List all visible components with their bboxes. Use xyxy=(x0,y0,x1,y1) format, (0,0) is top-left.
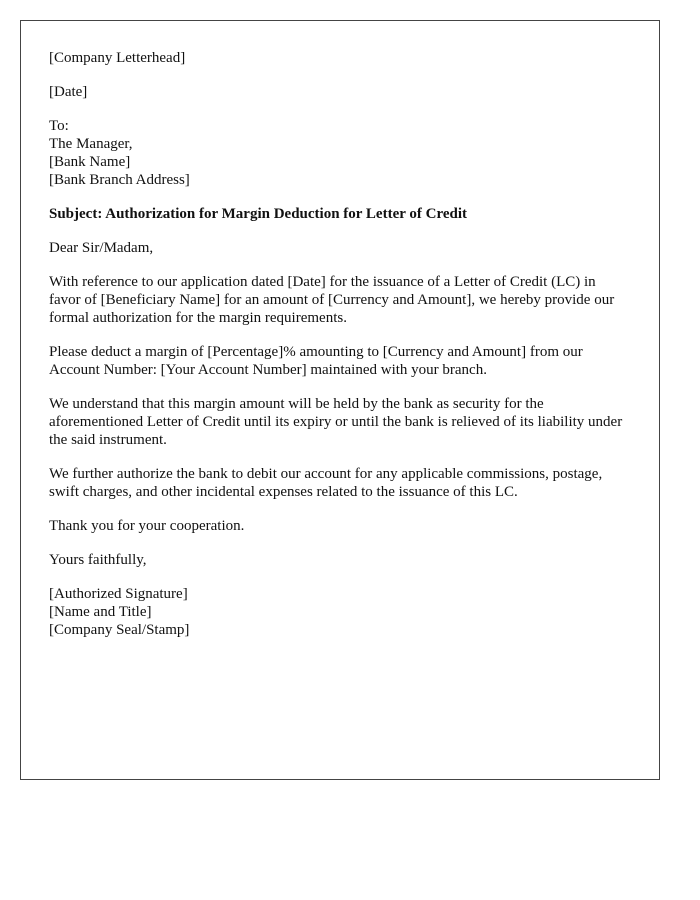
letter-subject: Subject: Authorization for Margin Deduction for Letter of Credit xyxy=(49,206,468,222)
letter-content xyxy=(49,49,631,639)
body-paragraph-deduction: Please deduct a margin of [Percentage]% amounting to [Currency and Amount] from our Account Number: [Your Account Number] maintained with your branch. xyxy=(49,344,583,378)
recipient-to-label: To: xyxy=(49,118,69,134)
salutation: Dear Sir/Madam, xyxy=(49,240,154,256)
company-seal-stamp: [Company Seal/Stamp] xyxy=(49,622,190,638)
recipient-branch-address: [Bank Branch Address] xyxy=(49,172,190,188)
body-paragraph-reference: With reference to our application dated [Date] for the issuance of a Letter of Credit (LC) in favor of [Beneficiary Name] for an amount of [Currency and Amount], we hereby provide our formal authorization for the margin requirements. xyxy=(49,274,615,326)
closing-line: Yours faithfully, xyxy=(49,552,147,568)
recipient-address xyxy=(49,117,631,189)
signature-block xyxy=(49,585,631,639)
body-paragraph-security: We understand that this margin amount will be held by the bank as security for the aforementioned Letter of Credit until its expiry or until the bank is relieved of its liability under the said instrument. xyxy=(49,396,623,448)
letter-date: [Date] xyxy=(49,84,88,100)
authorized-signature: [Authorized Signature] xyxy=(49,586,188,602)
recipient-manager: The Manager, xyxy=(49,136,133,152)
recipient-bank-name: [Bank Name] xyxy=(49,154,131,170)
thanks-line: Thank you for your cooperation. xyxy=(49,518,245,534)
signer-name-title: [Name and Title] xyxy=(49,604,152,620)
body-paragraph-debit-authorization: We further authorize the bank to debit our account for any applicable commissions, postage, swift charges, and other incidental expenses related to the issuance of this LC. xyxy=(49,466,603,500)
company-letterhead: [Company Letterhead] xyxy=(49,50,186,66)
letter-document xyxy=(20,20,660,780)
